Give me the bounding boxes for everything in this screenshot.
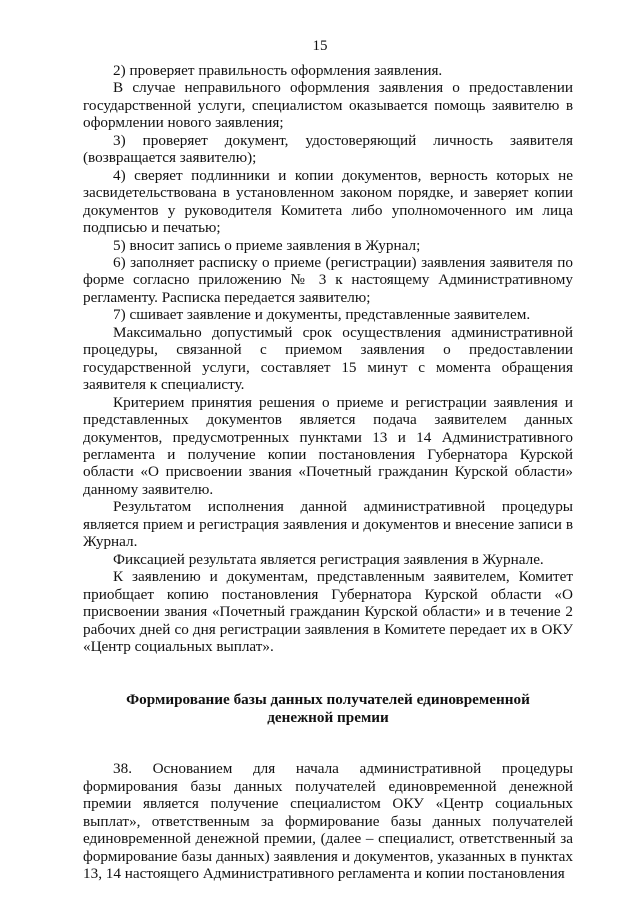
paragraph-item-38: 38. Основанием для начала административной процедуры формирования базы данных получателей единовременной денежной премии является получение специалистом ОКУ «Центр социальных выплат», ответственным за формирование базы данных получателей единовременной денежной премии, (далее – специалист, ответственный за формирование базы данных) заявления и документов, указанных в пунктах 13, 14 настоящего Административного регламента и копии постановления bbox=[83, 760, 573, 883]
paragraph-stitch-documents: 7) сшивает заявление и документы, представленные заявителем. bbox=[113, 306, 531, 324]
paragraph-journal-entry: 5) вносит запись о приеме заявления в Журнал; bbox=[113, 236, 421, 254]
section-heading-line-2: денежной премии bbox=[267, 708, 389, 726]
page-number: 15 bbox=[312, 38, 328, 54]
paragraph-max-duration: Максимально допустимый срок осуществления административной процедуры, связанной с приемом заявления о предоставлении государственной услуги, составляет 15 минут с момента обращения заявителя к специалисту. bbox=[83, 323, 573, 394]
paragraph-check-identity: 3) проверяет документ, удостоверяющий личность заявителя (возвращается заявителю); bbox=[83, 131, 573, 167]
section-heading bbox=[83, 691, 573, 726]
paragraph-check-application: 2) проверяет правильность оформления заявления. bbox=[113, 62, 443, 79]
paragraph-decision-criterion: Критерием принятия решения о приеме и регистрации заявления и представленных документов является подача заявителем данных документов, предусмотренных пунктами 13 и 14 Административного регламента и получение копии постановления Губернатора Курской области «О присвоении звания «Почетный гражданин Курской области» данному заявителю. bbox=[83, 393, 573, 498]
section-heading-line-1: Формирование базы данных получателей единовременной bbox=[126, 691, 530, 709]
paragraph-incorrect-application: В случае неправильного оформления заявления о предоставлении государственной услуги, специалистом оказывается помощь заявителю в оформлении нового заявления; bbox=[83, 79, 573, 132]
document-body bbox=[83, 62, 573, 882]
paragraph-result: Результатом исполнения данной административной процедуры является прием и регистрация заявления и документов и внесение записи в Журнал. bbox=[83, 498, 573, 551]
paragraph-verify-copies: 4) сверяет подлинники и копии документов, верность которых не засвидетельствована в установленном законом порядке, и заверяет копии документов у руководителя Комитета либо уполномоченного им лица подписью и печатью; bbox=[83, 166, 573, 237]
paragraph-receipt: 6) заполняет расписку о приеме (регистрации) заявления заявителя по форме согласно приложению № 3 к настоящему Административному регламенту. Расписка передается заявителю; bbox=[83, 253, 573, 306]
paragraph-attach-resolution: К заявлению и документам, представленным заявителем, Комитет приобщает копию постановления Губернатора Курской области «О присвоении звания «Почетный гражданин Курской области» и в течение 2 рабочих дней со дня регистрации заявления в Комитете передает их в ОКУ «Центр социальных выплат». bbox=[83, 568, 573, 655]
paragraph-result-fixation: Фиксацией результата является регистрация заявления в Журнале. bbox=[113, 550, 544, 568]
